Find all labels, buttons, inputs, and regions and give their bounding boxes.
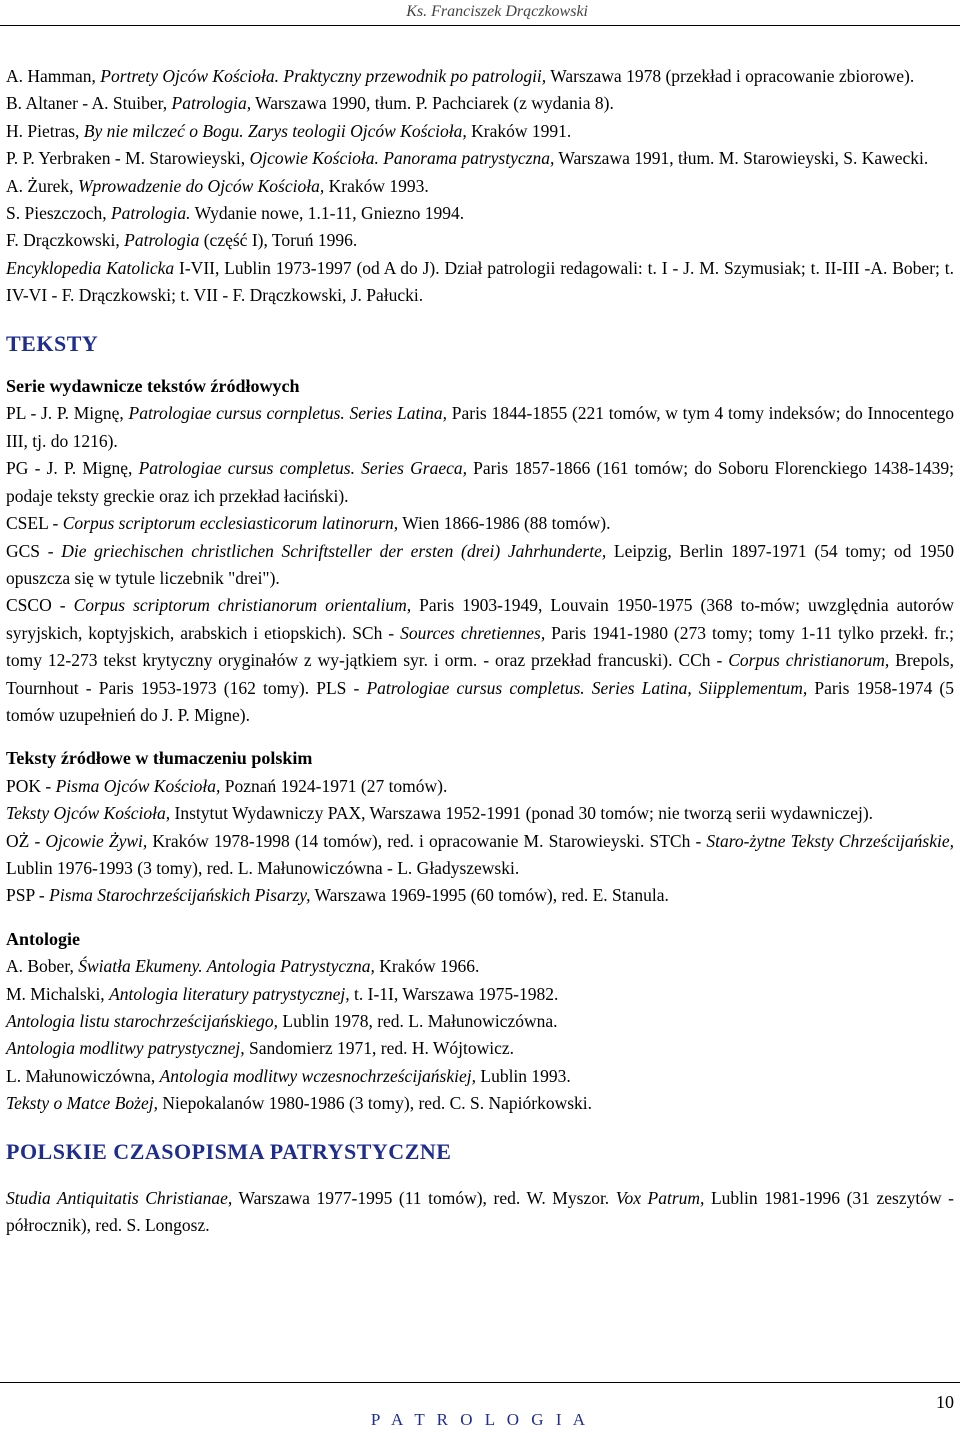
serie-entry: PL - J. P. Mignę, Patrologiae cursus cornpletus. Series Latina, Paris 1844-1855 (221 tomów, w tym 4 tomy indeksów; do Innocentego III, tj. do 1216). [6,403,954,451]
anthologies-list [6,953,954,1117]
page-number: 10 [936,1392,954,1412]
translation-entry: POK - Pisma Ojców Kościoła, Poznań 1924-1971 (27 tomów). [6,775,448,796]
serie-entry: CSEL - Corpus scriptorum ecclesiasticorum latinorurn, Wien 1866-1986 (88 tomów). [6,513,611,534]
reference-entry: P. P. Yerbraken - M. Starowieyski, Ojcowie Kościoła. Panorama patrystyczna, Warszawa 1991, tłum. M. Starowieyski, S. Kawecki. [6,148,929,169]
serie-entry: PG - J. P. Mignę, Patrologiae cursus completus. Series Graeca, Paris 1857-1866 (161 tomów; do Soboru Florenckiego 1438-1439; podaje teksty greckie oraz ich przekład łaciński). [6,458,954,506]
translation-entry: PSP - Pisma Starochrześcijańskich Pisarzy, Warszawa 1969-1995 (60 tomów), red. E. Stanula. [6,885,669,906]
anthology-entry: A. Bober, Światła Ekumeny. Antologia Patrystyczna, Kraków 1966. [6,956,480,977]
serie-entry: CSCO - Corpus scriptorum christianorum orientalium, Paris 1903-1949, Louvain 1950-1975 (368 to-mów; uwzględnia autorów syryjskich, koptyjskich, arabskich i etiopskich). SCh - Sources chretiennes, Paris 1941-1980 (273 tomy; tomy 1-11 tylko przekł. fr.; tomy 12-273 tekst krytyczny oryginałów z wy-jątkiem syr. i orm. - oraz przekład francuski). CCh - Corpus christianorum, Brepols, Tournhout - Paris 1953-1973 (162 tomy). PLS - Patrologiae cursus completus. Series Latina, Siipplementum, Paris 1958-1974 (5 tomów uzupełnień do J. P. Migne). [6,595,955,725]
page-content [6,63,954,1240]
serie-entry: GCS - Die griechischen christlichen Schriftsteller der ersten (drei) Jahrhunderte, Leipzig, Berlin 1897-1971 (54 tomy; od 1950 opuszcza się w tytule liczebnik "drei"). [6,540,954,588]
anthology-entry: Antologia listu starochrześcijańskiego, Lublin 1978, red. L. Małunowiczówna. [6,1011,558,1031]
footer-rule [0,1382,960,1383]
anthology-entry: Teksty o Matce Bożej, Niepokalanów 1980-1986 (3 tomy), red. C. S. Napiórkowski. [6,1093,593,1114]
serie-list [6,400,954,729]
subheading-serie: Serie wydawnicze tekstów źródłowych [6,376,300,397]
subheading-antologie: Antologie [6,928,80,949]
reference-entry: S. Pieszczoch, Patrologia. Wydanie nowe, 1.1-11, Gniezno 1994. [6,203,465,224]
reference-entry: A. Żurek, Wprowadzenie do Ojców Kościoła, Kraków 1993. [6,175,429,196]
header-title: Ks. Franciszek Drączkowski [406,3,588,20]
reference-entry: B. Altaner - A. Stuiber, Patrologia, Warszawa 1990, tłum. P. Pachciarek (z wydania 8). [6,93,614,114]
translation-entry: Teksty Ojców Kościoła, Instytut Wydawniczy PAX, Warszawa 1952-1991 (ponad 30 tomów; nie tworzą serii wydawniczej). [6,803,874,824]
reference-entry: A. Hamman, Portrety Ojców Kościoła. Praktyczny przewodnik po patrologii, Warszawa 1978 (przekład i opracowanie zbiorowe). [6,66,915,86]
translation-entry: OŻ - Ojcowie Żywi, Kraków 1978-1998 (14 tomów), red. i opracowanie M. Starowieyski. STCh - Staro-żytne Teksty Chrześcijańskie, Lublin 1976-1993 (3 tomy), red. L. Małunowiczówna - L. Gładyszewski. [6,830,955,878]
anthology-entry: Antologia modlitwy patrystycznej, Sandomierz 1971, red. H. Wójtowicz. [6,1038,515,1059]
header-rule [0,25,960,26]
subheading-tlumaczenia: Teksty źródłowe w tłumaczeniu polskim [6,748,313,769]
anthology-entry: M. Michalski, Antologia literatury patrystycznej, t. I-1I, Warszawa 1975-1982. [6,983,559,1004]
section-heading-czasopisma: POLSKIE CZASOPISMA PATRYSTYCZNE [6,1138,452,1164]
footer-title: P A T R O L O G I A [370,1410,590,1429]
reference-entry: H. Pietras, By nie milczeć o Bogu. Zarys teologii Ojców Kościoła, Kraków 1991. [6,120,572,141]
reference-entry: F. Drączkowski, Patrologia (część I), Toruń 1996. [6,230,358,251]
reference-entry: Encyklopedia Katolicka I-VII, Lublin 1973-1997 (od A do J). Dział patrologii redagowali: t. I - J. M. Szymusiak; t. II-III -A. Bober; t. IV-VI - F. Drączkowski; t. VII - F. Drączkowski, J. Pałucki. [6,257,954,306]
translations-list [6,773,954,910]
journals-paragraph: Studia Antiquitatis Christianae, Warszawa 1977-1995 (11 tomów), red. W. Myszor. Vox Patrum, Lublin 1981-1996 (31 zeszytów - półrocznik), red. S. Longosz. [6,1188,954,1236]
section-heading-teksty: TEKSTY [6,330,99,356]
anthology-entry: L. Małunowiczówna, Antologia modlitwy wczesnochrześcijańskiej, Lublin 1993. [6,1065,571,1086]
reference-list [6,63,954,310]
page-header [0,0,960,30]
